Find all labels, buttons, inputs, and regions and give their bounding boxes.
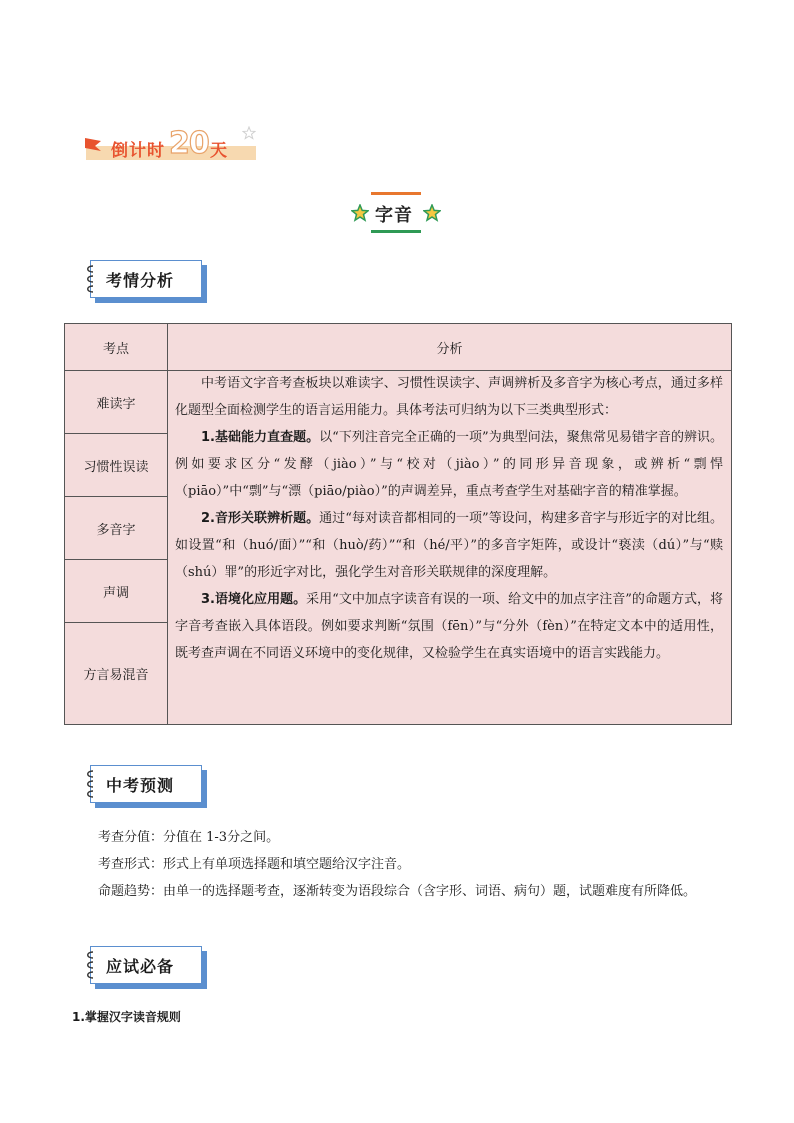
section-header-prepare [90, 946, 208, 990]
prediction-text [72, 824, 722, 905]
analysis-item-title: 2.音形关联辨析题。 [201, 511, 320, 526]
table-cell-point: 声调 [65, 560, 168, 623]
flag-icon [82, 134, 104, 156]
analysis-item-text: 以“下列注音完全正确的一项”为典型问法，聚焦常见易错字音的辨识。例如要求区分“发酵（jiào）”与“校对（jiào）”的同形异音现象，或辨析“剽悍（piāo）”中“剽”与“漂（piāo/piào）”的声调差异，重点考查学生对基础字音的精准掌握。 [175, 430, 724, 499]
spiral-binding-icon [84, 768, 96, 800]
analysis-item-title: 3.语境化应用题。 [201, 592, 307, 607]
countdown-prefix: 倒计时 [111, 141, 165, 161]
spiral-binding-icon [84, 263, 96, 295]
table-cell-point: 习惯性误读 [65, 434, 168, 497]
table-cell-point: 难读字 [65, 371, 168, 434]
section-header-prediction [90, 765, 208, 809]
page-title: 字音 [375, 205, 413, 226]
analysis-item-text: 采用“文中加点字读音有误的一项、给文中的加点字注音”的命题方式，将字音考查嵌入具体语段。例如要求判断“氛围（fēn）”与“分外（fèn）”在特定文本中的适用性，既考查声调在不同语义环境中的变化规律，又检验学生在真实语境中的语言实践能力。 [175, 592, 724, 661]
subsection-heading: 1.掌握汉字读音规则 [72, 1010, 181, 1024]
analysis-item-title: 1.基础能力直查题。 [201, 430, 320, 445]
analysis-item-text: 通过“每对读音都相同的一项”等设问，构建多音字与形近字的对比组。如设置“和（huó/面）”“和（huò/药）”“和（hé/平）”的多音字矩阵，或设计“亵渎（dú）”与“赎（shú）罪”的形近字对比，强化学生对音形关联规律的深度理解。 [175, 511, 724, 580]
analysis-item [175, 424, 723, 505]
countdown-suffix: 天 [210, 141, 227, 161]
star-icon [242, 126, 256, 140]
section-header-analysis [90, 260, 208, 304]
analysis-item [175, 586, 723, 667]
analysis-intro: 中考语文字音考查板块以难读字、习惯性误读字、声调辨析及多音字为核心考点，通过多样化题型全面检测学生的语言运用能力。具体考法可归纳为以下三类典型形式： [175, 376, 723, 418]
main-title [349, 192, 445, 234]
table-cell-point: 方言易混音 [65, 623, 168, 724]
section-title: 应试必备 [106, 957, 175, 976]
star-icon [351, 204, 369, 222]
table-header-point: 考点 [65, 324, 168, 371]
spiral-binding-icon [84, 949, 96, 981]
prediction-trend: 命题趋势：由单一的选择题考查，逐渐转变为语段综合（含字形、词语、病句）题，试题难度有所降低。 [98, 884, 697, 899]
title-bottom-line [371, 230, 421, 233]
section-title: 考情分析 [106, 271, 175, 290]
countdown-banner [82, 126, 260, 166]
table-cell-point: 多音字 [65, 497, 168, 560]
prediction-score: 考查分值：分值在 1-3分之间。 [98, 830, 280, 845]
table-analysis-content [175, 370, 723, 667]
table-header-analysis: 分析 [168, 324, 731, 371]
analysis-item [175, 505, 723, 586]
analysis-table [64, 323, 732, 725]
star-icon [423, 204, 441, 222]
countdown-number: 20 [169, 126, 209, 161]
section-title: 中考预测 [106, 776, 175, 795]
title-top-line [371, 192, 421, 195]
prediction-form: 考查形式：形式上有单项选择题和填空题给汉字注音。 [98, 857, 411, 872]
